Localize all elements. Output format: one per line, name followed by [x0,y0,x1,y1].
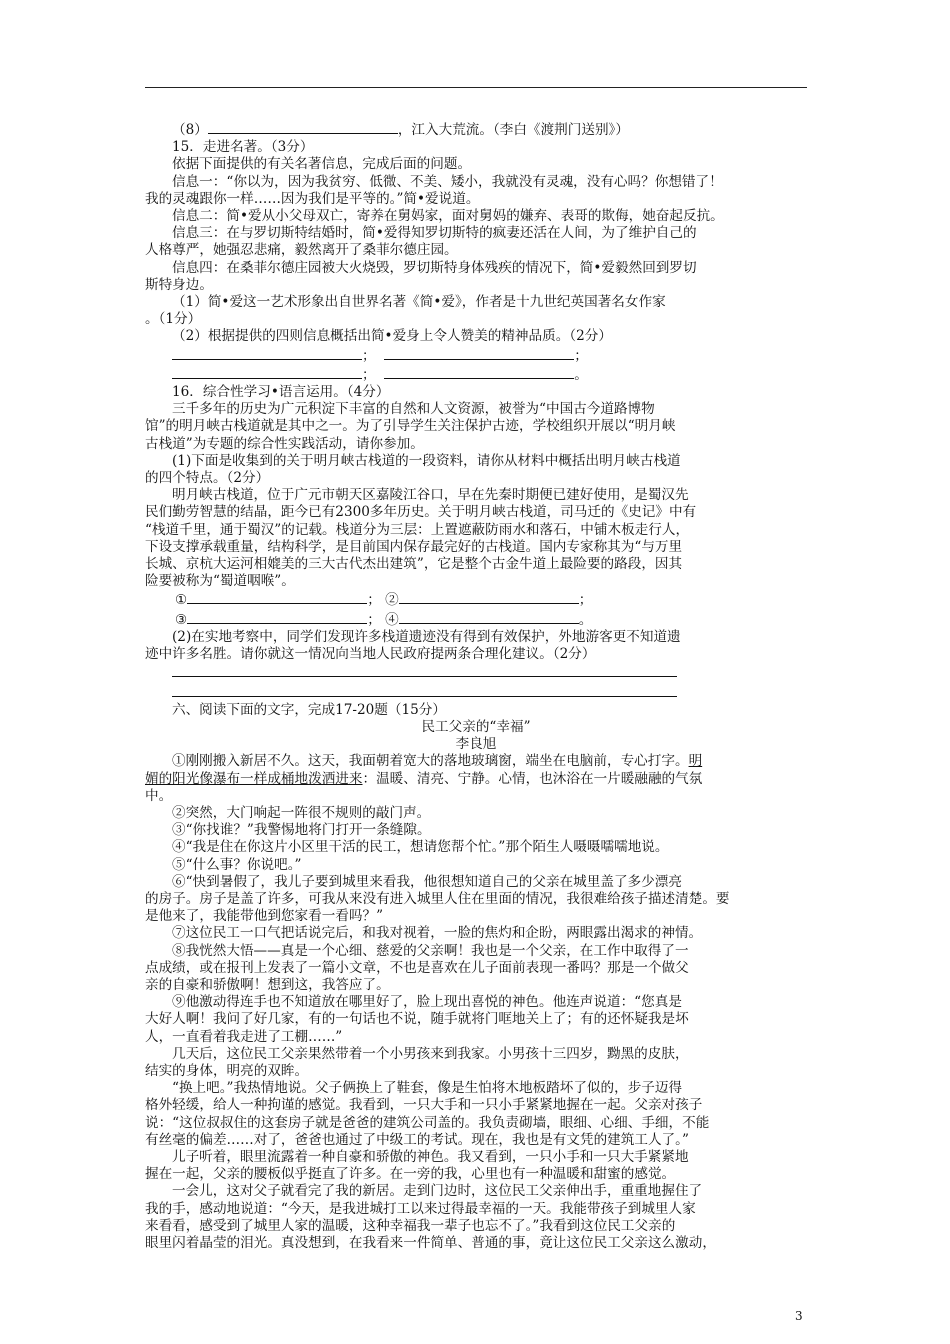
story-p5: ⑤“什么事？你说吧。” [172,856,302,873]
q15-title: 15．走进名著。（3分） [172,139,314,156]
story-p1-line2 [145,771,807,788]
header-rule [145,87,807,88]
story-p12-line2: 握在一起，父亲的腰板似乎挺直了许多。在一旁的我，心里也有一种温暖和甜蜜的感觉。 [145,1166,676,1183]
story-p9-line1: ⑨他激动得连手也不知道放在哪里好了，脸上现出喜悦的神色。他连声说道：“您真是 [172,994,682,1011]
separator: ； [574,347,588,364]
answer-blank [172,365,362,379]
story-p7: ⑦这位民工一口气把话说完后，和我对视着，一脸的焦灼和企盼，两眼露出渴求的神情。 [172,925,703,942]
q15-info1-line1: 信息一：“你以为，因为我贫穷、低微、不美、矮小，我就没有灵魂，没有心吗？你想错了！ [172,173,723,190]
document-body [145,120,807,1252]
answer-blank [399,610,579,624]
q16-sub2-line2: 迹中许多名胜。请你就这一情况向当地人民政府提两条合理化建议。（2分） [145,646,596,663]
story-p11-line3: 说：“这位叔叔住的这套房子就是爸爸的建筑公司盖的。我负责砌墙，眼细、心细、手细，不能 [145,1114,710,1131]
q16-answer-row2 [145,610,807,629]
q16-material-line2: 民们勤劳智慧的结晶，距今已有2300多年历史。关于明月峡古栈道，司马迁的《史记》中有 [145,504,697,521]
q16-intro-line1: 三千多年的历史为广元积淀下丰富的自然和人文资源，被誉为“中国古今道路博物 [172,401,655,418]
story-p1-line3: 中。 [145,787,173,804]
article-title: 民工父亲的“幸福” [421,718,531,735]
q16-title: 16．综合性学习•语言运用。（4分） [172,384,390,401]
answer-blank [384,365,574,379]
page-number: 3 [795,1309,803,1323]
story-p1-line1 [145,753,807,770]
story-p4: ④“我是住在你这片小区里干活的民工，想请您帮个忙。”那个陌生人嗫嗫嚅嚅地说。 [172,839,669,856]
underlined-text: 媚的阳光像瀑布一样成桶地泼洒进来 [145,770,363,787]
q15-info3-line1: 信息三：在与罗切斯特结婚时，简•爱得知罗切斯特的疯妻还活在人间，为了维护自己的 [172,225,697,242]
story-p6-line1: ⑥“快到暑假了，我儿子要到城里来看我，他很想知道自己的父亲在城里盖了多少漂亮 [172,873,682,890]
q15-sub1-line2: 。（1分） [145,311,202,328]
q15-info3-line2: 人格尊严，她强忍悲痛，毅然离开了桑菲尔德庄园。 [145,242,458,259]
story-p10-line1: 几天后，这位民工父亲果然带着一个小男孩来到我家。小男孩十三四岁，黝黑的皮肤， [172,1045,689,1062]
q15-sub1-line1: （1）简•爱这一艺术形象出自世界名著《简•爱》，作者是十九世纪英国著名女作家 [172,294,666,311]
q8-line [145,120,807,139]
q15-info4-line1: 信息四：在桑菲尔德庄园被大火烧毁，罗切斯特身体残疾的情况下，简•爱毅然回到罗切 [172,259,697,276]
story-p9-line2: 大好人啊！我问了好几家，有的一句话也不说，随手就将门哐地关上了；有的还怀疑我是坏 [145,1011,689,1028]
q15-sub2: （2）根据提供的四则信息概括出简•爱身上令人赞美的精神品质。（2分） [172,328,612,345]
story-p6-line3: 是他来了，我能带他到您家看一看吗？” [145,908,384,925]
story-p13-line2: 我的手，感动地说道：“今天，是我进城打工以来过得最幸福的一天。我能带孩子到城里人家 [145,1200,696,1217]
q15-info4-line2: 斯特身边。 [145,276,213,293]
q15-info1-line2: 我的灵魂跟你一样……因为我们是平等的。”简•爱说道。 [145,190,480,207]
q16-material-line6: 险要被称为“蜀道咽喉”。 [145,573,295,590]
answer-blank [172,683,677,697]
story-p11-line2: 格外轻缓，给人一种拘谨的感觉。我看到，一只大手和一只小手紧紧地握在一起。父亲对孩子 [145,1097,703,1114]
q15-info2: 信息二：简•爱从小父母双亡，寄养在舅妈家，面对舅妈的嫌弃、表哥的欺侮，她奋起反抗。 [172,208,724,225]
section-heading: 六、阅读下面的文字，完成17-20题（15分） [172,701,446,718]
story-p8-line1: ⑧我恍然大悟——真是一个心细、慈爱的父亲啊！我也是一个父亲，在工作中取得了一 [172,942,689,959]
q8-label: （8） [172,122,208,138]
separator: ； [367,611,381,628]
separator: ； [362,347,376,364]
story-p8-line3: 亲的自豪和骄傲啊！想到这，我答应了。 [145,976,390,993]
q16-answer-row1 [145,590,807,609]
answer-blank [172,346,362,360]
story-p6-line2: 的房子。房子是盖了许多，可我从来没有进入城里人住在里面的情况，我很难给孩子描述清楚。要 [145,890,730,907]
q16-material-line5: 长城、京杭大运河相媲美的三大古代杰出建筑”，它是整个古金牛道上最险要的路段，因其 [145,556,683,573]
story-p13-line1: 一会儿，这对父子就看完了我的新居。走到门边时，这位民工父亲伸出手，重重地握住了 [172,1183,703,1200]
article-author: 李良旭 [455,736,497,753]
circled-number: ④ [385,611,399,628]
separator: 。 [578,611,593,628]
story-p8-line2: 点成绩，或在报刊上发表了一篇小文章，不也是喜欢在儿子面前表现一番吗？那是一个做父 [145,959,689,976]
story-text: ：温暖、清亮、宁静。心情，也沐浴在一片暖融融的气氛 [362,770,703,787]
q16-sub1-line1: (1)下面是收集到的关于明月峡古栈道的一段资料，请你从材料中概括出明月峡古栈道 [172,452,681,469]
story-p13-line3: 来看看，感受到了城里人家的温暖，这种幸福我一辈子也忘不了。”我看到这位民工父亲的 [145,1217,676,1234]
answer-blank [172,663,677,677]
separator: 。 [574,366,588,383]
story-p2: ②突然，大门响起一阵很不规则的敲门声。 [172,804,431,821]
story-p12-line1: 儿子听着，眼里流露着一种自豪和骄傲的神色。我又看到，一只小手和一只大手紧紧地 [172,1148,689,1165]
q15-intro: 依据下面提供的有关名著信息，完成后面的问题。 [172,156,472,173]
answer-blank [208,120,398,134]
q16-answer-line1 [145,663,807,682]
q15-answer-row2 [145,365,807,384]
underlined-text: 明 [688,753,703,770]
circled-number: ③ [175,611,188,628]
answer-blank [399,590,579,604]
circled-number: ② [385,592,399,609]
answer-blank [187,610,367,624]
q16-answer-line2 [145,683,807,702]
q16-intro-line3: 古栈道”为专题的综合性实践活动，请你参加。 [145,435,424,452]
story-p3: ③“你找谁？”我警惕地将门打开一条缝隙。 [172,822,431,839]
story-text: ①刚刚搬入新居不久。这天，我面朝着宽大的落地玻璃窗，端坐在电脑前，专心打字。 [172,753,689,770]
answer-blank [187,590,367,604]
q16-material-line3: “栈道千里，通于蜀汉”的记载。栈道分为三层：上置遮蔽防雨水和落石，中铺木板走行人， [145,521,690,538]
q16-intro-line2: 馆”的明月峡古栈道就是其中之一。为了引导学生关注保护古迹，学校组织开展以“明月峡 [145,418,676,435]
story-p11-line4: 有丝毫的偏差……对了，爸爸也通过了中级工的考试。现在，我也是有文凭的建筑工人了。” [145,1131,689,1148]
circled-number: ① [175,592,188,609]
q15-answer-row1 [145,346,807,365]
q16-sub2-line1: (2)在实地考察中，同学们发现许多栈道遗迹没有得到有效保护，外地游客更不知道遗 [172,628,681,645]
story-p11-line1: “换上吧。”我热情地说。父子俩换上了鞋套，像是生怕将木地板踏坏了似的，步子迈得 [172,1080,683,1097]
story-p13-line4: 眼里闪着晶莹的泪光。真没想到，在我看来一件简单、普通的事，竟让这位民工父亲这么激动， [145,1235,716,1251]
separator: ； [362,366,376,383]
q16-material-line1: 明月峡古栈道，位于广元市朝天区嘉陵江谷口，早在先秦时期便已建好使用，是蜀汉先 [172,487,689,504]
separator: ； [578,592,593,609]
separator: ； [367,592,381,609]
story-p10-line2: 结实的身体，明亮的双眸。 [145,1062,309,1079]
story-p9-line3: 人，一直看着我走进了工棚……” [145,1028,343,1045]
answer-blank [384,346,574,360]
q16-sub1-line2: 的四个特点。（2分） [145,470,270,487]
q16-material-line4: 下设支撑承载重量，结构科学，是目前国内保存最完好的古栈道。国内专家称其为“与万里 [145,538,683,555]
q8-text: ，江入大荒流。（李白《渡荆门送别》） [397,122,629,138]
